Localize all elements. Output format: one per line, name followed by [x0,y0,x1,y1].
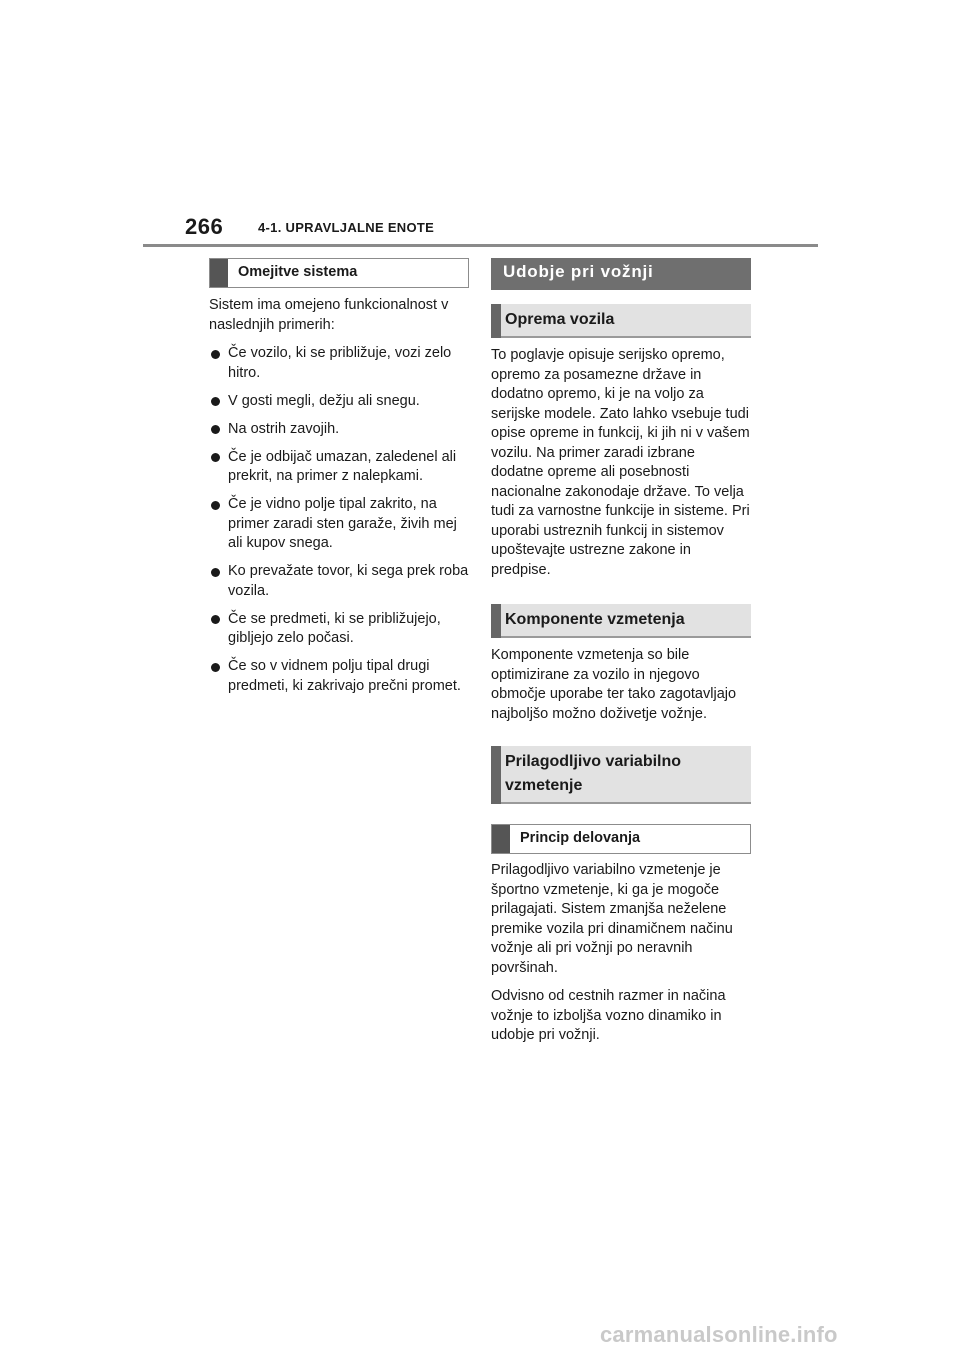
heading-driving-comfort-label: Udobje pri vožnji [503,262,654,281]
list-item-text: Če vozilo, ki se približuje, vozi zelo hitro. [228,345,452,381]
left-column [209,258,469,705]
bullet-icon [211,453,220,462]
list-item [209,495,469,554]
operating-principle-text: Prilagodljivo variabilno vzmetenje je športno vzmetenje, ki ga je mogoče prilagajati. Sistem zmanjša neželene premike vozila pri dinamičnem načinu vožnje ali pri vožnji po neravnih površinah. [491,862,733,976]
bullet-icon [211,501,220,510]
heading-adaptive-suspension-label: Prilagodljivo variabilno vzmetenje [505,753,682,794]
heading-suspension-components-label: Komponente vzmetenja [505,611,685,628]
heading-driving-comfort [491,258,751,290]
heading-suspension-components [491,604,751,638]
heading-marker [491,604,501,638]
suspension-components-text: Komponente vzmetenja so bile optimizirane za vozilo in njegovo območje uporabe ter tako zagotavljajo najboljšo možno doživetje vožnje. [491,647,737,722]
bullet-icon [211,568,220,577]
heading-adaptive-suspension [491,746,751,804]
page-header [0,0,960,250]
list-item [209,344,469,383]
operating-principle-text-2: Odvisno od cestnih razmer in načina vožnje to izboljša vozno dinamiko in udobje pri vožnji. [491,988,726,1043]
list-item [209,562,469,601]
list-item-text: Na ostrih zavojih. [228,420,340,437]
heading-limitations [209,258,469,288]
heading-marker [491,304,501,338]
header-divider [143,244,818,247]
list-item-text: Če je odbijač umazan, zaledenel ali prekrit, na primer z nalepkami. [228,448,457,484]
section-title: 4-1. UPRAVLJALNE ENOTE [258,220,435,235]
list-item [209,610,469,649]
list-item [209,420,469,440]
bullet-icon [211,615,220,624]
heading-limitations-label: Omejitve sistema [238,264,358,280]
watermark: carmanualsonline.info [600,1322,838,1347]
list-item-text: Ko prevažate tovor, ki sega prek roba vozila. [228,563,469,599]
heading-vehicle-equipment-label: Oprema vozila [505,311,615,328]
vehicle-equipment-text: To poglavje opisuje serijsko opremo, opremo za posamezne države in dodatno opremo, ki je na voljo za serijske modele. Zato lahko vsebuje tudi opise opreme in funkcij, ki jih ni v vašem vozilu. Na primer zaradi izbrane dodatne opreme ali posebnosti nacionalne zakonodaje države. To velja tudi za varnostne funkcije in sisteme. Pri uporabi ustreznih funkcij in sistemov upoštevajte ustrezne zakone in predpise. [491,347,750,578]
bullet-icon [211,397,220,406]
bullet-icon [211,350,220,359]
list-item [209,448,469,487]
list-item-text: Če je vidno polje tipal zakrito, na primer zaradi sten garaže, živih mej ali kupov snega. [228,496,457,551]
list-item [209,392,469,412]
limitations-list [209,344,469,696]
list-item-text: Če se predmeti, ki se približujejo, gibljejo zelo počasi. [228,610,441,646]
right-column [491,258,751,1046]
page-number: 266 [185,214,224,239]
heading-marker [492,825,510,853]
bullet-icon [211,663,220,672]
heading-operating-principle [491,824,751,854]
heading-vehicle-equipment [491,304,751,338]
heading-operating-principle-label: Princip delovanja [520,830,641,846]
heading-marker [210,259,228,287]
limitations-intro: Sistem ima omejeno funkcionalnost v naslednjih primerih: [209,297,449,333]
list-item-text: V gosti megli, dežju ali snegu. [228,392,420,409]
heading-marker [491,746,501,804]
list-item [209,657,469,696]
bullet-icon [211,425,220,434]
list-item-text: Če so v vidnem polju tipal drugi predmeti, ki zakrivajo prečni promet. [228,658,461,694]
